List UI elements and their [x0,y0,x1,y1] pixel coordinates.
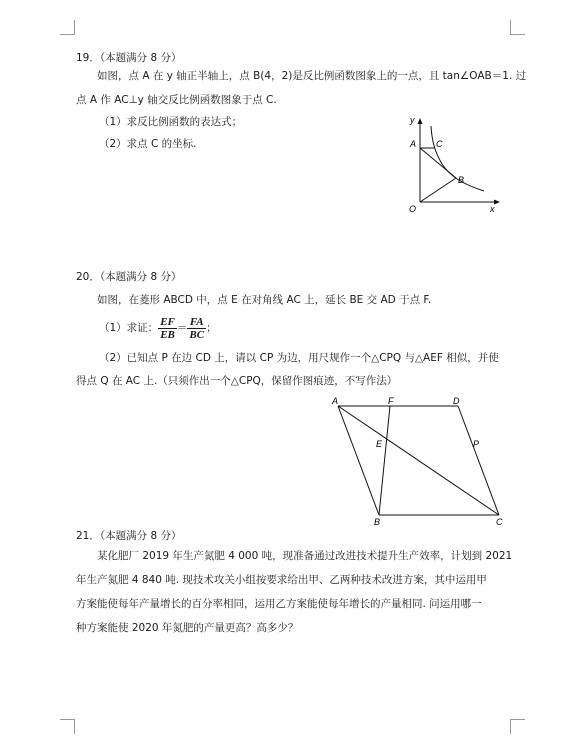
q20-label-c: C [496,517,503,527]
q20-fraction-fa-bc [187,316,206,341]
q20-frac1-numerator: EF [160,315,175,328]
q21-text-line4: 种方案能使 2020 年氮肥的产量更高？高多少？ [76,622,299,634]
q20-label-e: E [376,439,383,449]
q20-frac2-denominator: BC [189,328,205,341]
q19-y-axis-arrow [418,118,423,124]
q19-label-b: B [458,175,465,185]
q20-segment-bf [379,406,390,515]
q20-text-line1: 如图，在菱形 ABCD 中，点 E 在对角线 AC 上，延长 BE 交 AD 于点 F. [97,294,432,306]
q19-segment-ab [420,148,456,178]
q19-text-line2: 点 A 作 AC⊥y 轴交反比例函数图象于点 C. [76,94,277,106]
q20-side-ba [338,406,379,515]
q21-text-line2: 年生产氮肥 4 840 吨. 现技术攻关小组按要求给出甲、乙两种技术改进方案，其中运用甲 [76,574,487,586]
q21-text-line3: 方案能使每年产量增长的百分率相同，运用乙方案能使每年增长的产量相同. 问运用哪一 [76,598,482,610]
q20-label-b: B [374,517,381,527]
q20-part1-suffix: ； [206,322,217,334]
q20-label-a: A [332,396,339,406]
q19-label-o: O [409,204,417,214]
q21-text-line1: 某化肥厂 2019 年生产氮肥 4 000 吨，现准备通过改进技术提升生产效率，计划到 2021 [97,550,513,562]
q20-part2-line2: 得点 Q 在 AC 上.（只须作出一个△CPQ，保留作图痕迹，不写作法） [76,375,398,387]
q20-rhombus-figure [328,392,512,528]
crop-mark-bottom-right [510,719,525,734]
q19-label-a: A [410,139,417,149]
q19-part1: （1）求反比例函数的表达式； [99,116,243,128]
q20-side-dc [458,406,499,515]
q19-segment-ob [420,178,456,202]
crop-mark-bottom-left [60,719,75,734]
q20-label-f: F [388,396,394,406]
q20-part1-prefix: （1）求证： [99,322,159,334]
q19-header: 19．（本题满分 8 分） [76,52,182,64]
q20-label-d: D [453,396,460,406]
q20-frac2-numerator: FA [187,316,206,329]
q19-label-x: x [490,204,495,214]
q19-figure [398,112,510,220]
q20-part1 [99,314,217,342]
q20-header: 20．（本题满分 8 分） [76,271,182,283]
crop-mark-top-left [60,20,75,35]
q20-label-p: P [473,439,480,449]
q20-frac1-denominator: EB [160,328,175,341]
q20-diagonal-ac [338,406,499,515]
q20-part2-line1: （2）已知点 P 在边 CD 上，请以 CP 为边，用尺规作一个△CPQ 与△AEF 相似，并使 [99,352,499,364]
q19-text-line1: 如图，点 A 在 y 轴正半轴上，点 B(4，2)是反比例函数图象上的一点，且 tan∠OAB＝1. 过 [97,70,527,82]
q20-fraction-ef-eb [158,316,177,341]
q19-label-y: y [410,115,415,125]
q19-label-c: C [436,139,443,149]
q19-part2: （2）求点 C 的坐标. [99,138,197,150]
crop-mark-top-right [510,20,525,35]
q19-x-axis-arrow [494,200,500,205]
q21-header: 21．（本题满分 8 分） [76,530,182,542]
q20-equals: ＝ [176,322,188,334]
